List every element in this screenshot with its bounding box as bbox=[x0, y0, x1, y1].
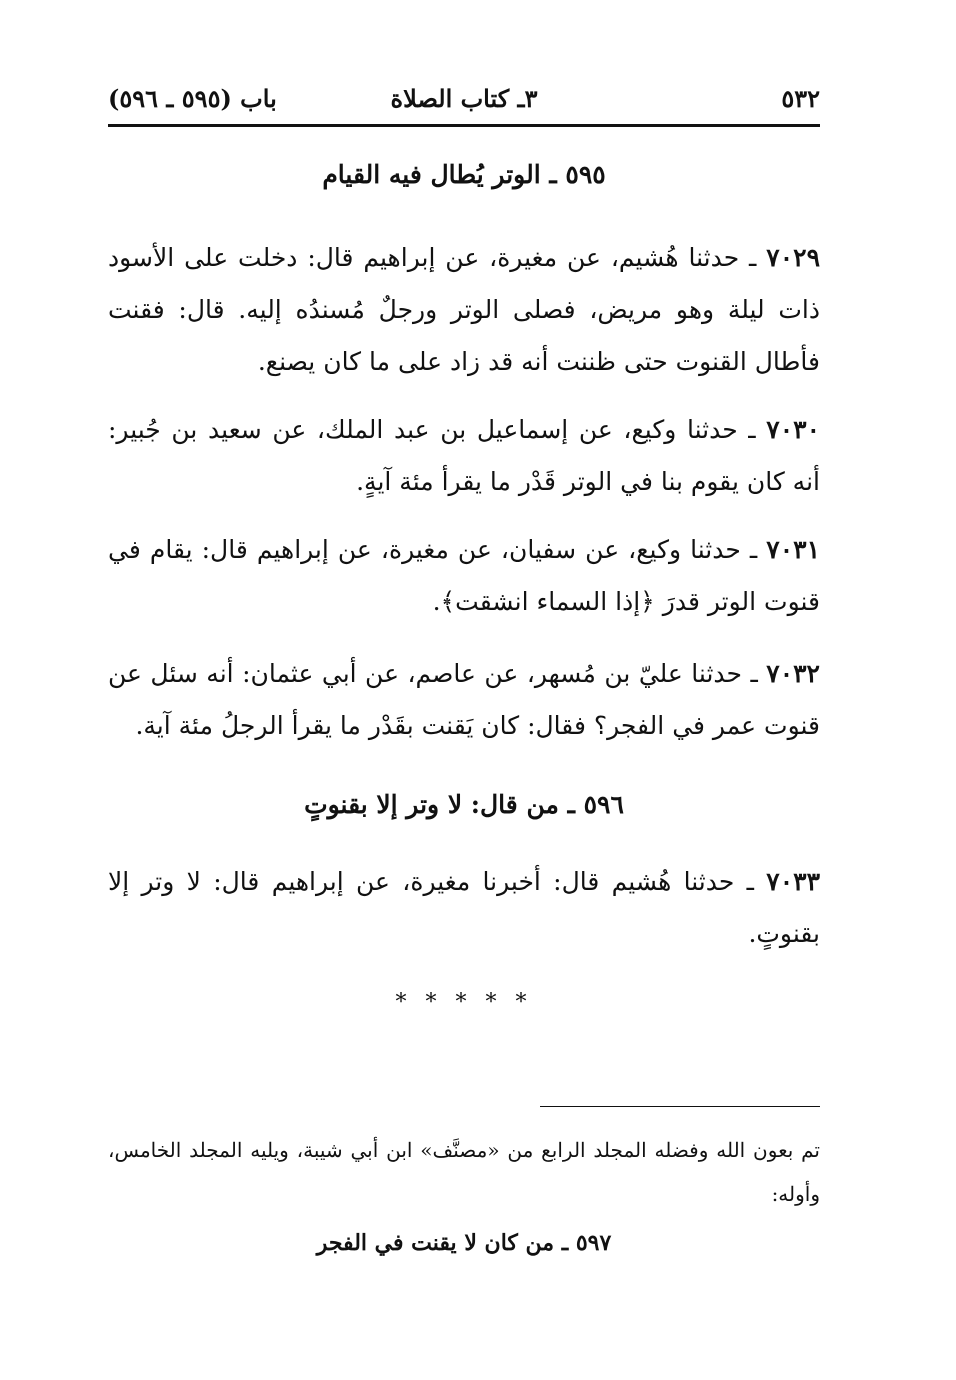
page-number: ٥٣٢ bbox=[781, 84, 820, 113]
hadith-text: ـ حدثنا عليّ بن مُسهر، عن عاصم، عن أبي عثمان: أنه سئل عن قنوت عمر في الفجر؟ فقال: كان يَقنت بقَدْر ما يقرأ الرجلُ مئة آية. bbox=[108, 659, 820, 740]
hadith-number: ٧٠٣٢ bbox=[766, 659, 820, 688]
chapter-range: باب (٥٩٥ ـ ٥٩٦) bbox=[108, 84, 277, 113]
hadith-text: ـ حدثنا هُشيم، عن مغيرة، عن إبراهيم قال: دخلت على الأسود ذات ليلة وهو مريض، فصلى الوتر ورجلٌ مُسندُه إليه. قال: فقنت فأطال القنوت حتى ظننت أنه قد زاد على ما كان يصنع. bbox=[108, 243, 820, 376]
hadith-7033 bbox=[108, 856, 820, 960]
hadith-text: ـ حدثنا هُشيم قال: أخبرنا مغيرة، عن إبراهيم قال: لا وتر إلا بقنوتٍ. bbox=[108, 867, 820, 948]
section-title-596: ٥٩٦ ـ من قال: لا وتر إلا بقنوتٍ bbox=[304, 790, 624, 819]
next-volume-title: ٥٩٧ ـ من كان لا يقنت في الفجر bbox=[316, 1230, 612, 1256]
running-header bbox=[108, 84, 820, 120]
header-rule bbox=[108, 124, 820, 127]
hadith-text: ـ حدثنا وكيع، عن سفيان، عن مغيرة، عن إبراهيم قال: يقام في قنوت الوتر قدرَ ﴿إذا السماء انشقت﴾. bbox=[108, 535, 820, 616]
hadith-number: ٧٠٣٠ bbox=[766, 415, 820, 444]
hadith-7031 bbox=[108, 524, 820, 628]
hadith-7029 bbox=[108, 232, 820, 388]
section-separator: * * * * * bbox=[395, 990, 533, 1015]
footnote-rule bbox=[540, 1106, 820, 1107]
hadith-text: ـ حدثنا وكيع، عن إسماعيل بن عبد الملك، عن سعيد بن جُبير: أنه كان يقوم بنا في الوتر قَدْر ما يقرأ مئة آيةٍ. bbox=[108, 415, 820, 496]
hadith-number: ٧٠٢٩ bbox=[766, 243, 820, 272]
section-title-595: ٥٩٥ ـ الوتر يُطال فيه القيام bbox=[322, 160, 606, 189]
book-title: ٣ـ كتاب الصلاة bbox=[390, 84, 538, 113]
hadith-7032 bbox=[108, 648, 820, 752]
hadith-7030 bbox=[108, 404, 820, 508]
hadith-number: ٧٠٣٣ bbox=[766, 867, 820, 896]
hadith-number: ٧٠٣١ bbox=[766, 535, 820, 564]
volume-end-note: تم بعون الله وفضله المجلد الرابع من «مصنَّف» ابن أبي شيبة، ويليه المجلد الخامس، وأوله: bbox=[108, 1138, 820, 1206]
